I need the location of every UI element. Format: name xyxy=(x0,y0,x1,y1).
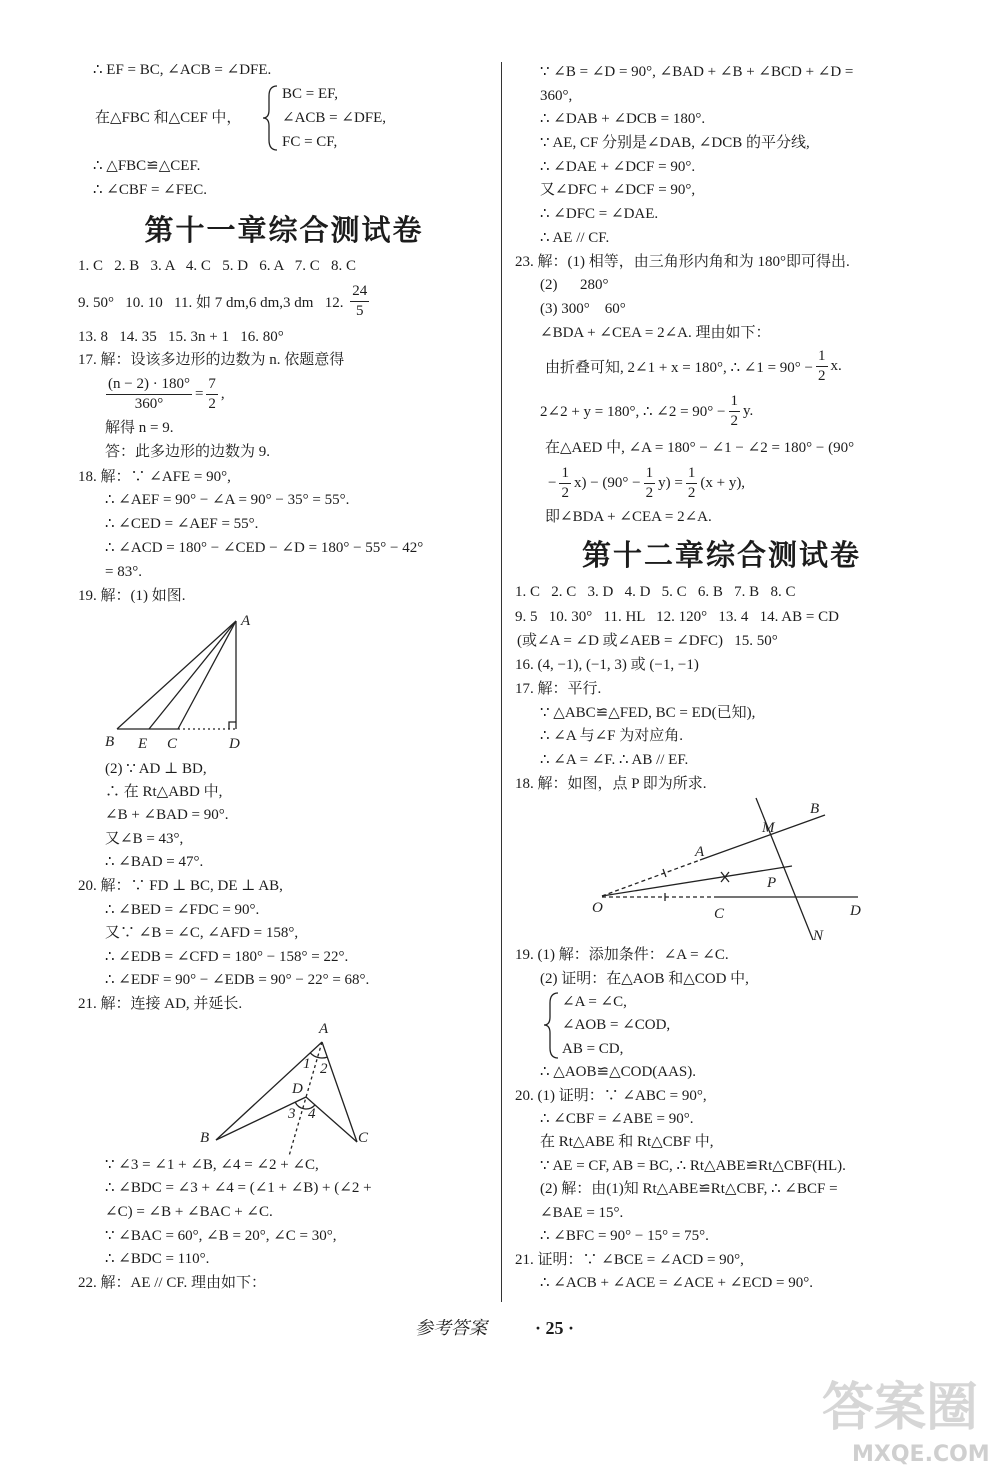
fraction xyxy=(644,464,656,503)
brace-condition-2: ∠AOB = ∠COD, xyxy=(562,1017,671,1033)
q19-step: 19. (1) 解：添加条件：∠A = ∠C. xyxy=(515,947,729,963)
proof-condition-prefix: 在△FBC 和△CEF 中， xyxy=(95,110,242,126)
segment-dc xyxy=(306,1097,357,1142)
q18-step: = 83°. xyxy=(105,564,142,580)
q18-step: ∴ ∠AEF = 90° − ∠A = 90° − 35° = 55°. xyxy=(105,492,350,508)
fraction xyxy=(206,375,218,414)
extension-ad-dashed xyxy=(289,1042,322,1156)
label-angle-4: 4 xyxy=(308,1106,316,1122)
q17-step: 17. 解：平行. xyxy=(515,681,602,697)
fraction-numerator: (n − 2) · 180° xyxy=(106,375,192,395)
fraction-numerator: 1 xyxy=(816,347,828,367)
q20-step: 20. (1) 证明：∵ ∠ABC = 90°, xyxy=(515,1088,707,1104)
watermark-url: MXQE.COM xyxy=(852,1442,990,1467)
equation-text: x. xyxy=(830,357,842,374)
q22-step: ∴ ∠DAB + ∠DCB = 180°. xyxy=(540,111,706,127)
label-c: C xyxy=(167,736,178,752)
chapter-11-title: 第十一章综合测试卷 xyxy=(144,213,424,247)
fraction-denominator: 2 xyxy=(687,484,696,501)
ch11-fill-answers-1 xyxy=(78,279,372,323)
q22-step: ∴ ∠DAE + ∠DCF = 90°. xyxy=(540,159,696,175)
label-c: C xyxy=(714,906,725,922)
label-angle-1: 1 xyxy=(303,1056,311,1072)
q21-figure xyxy=(216,1042,357,1156)
label-n: N xyxy=(813,928,824,944)
q20-step: ∴ ∠CBF = ∠ABE = 90°. xyxy=(540,1111,694,1127)
q18-figure xyxy=(602,798,858,940)
ch12-fill-answers-1: 9. 5 10. 30° 11. HL 12. 120° 13. 4 14. AB = CD xyxy=(515,609,839,625)
label-a: A xyxy=(319,1021,329,1037)
q22-step: ∴ AE // CF. xyxy=(540,230,610,246)
segment-ae xyxy=(149,621,236,729)
proof-conclusion-line: ∴ EF = BC, ∠ACB = ∠DFE. xyxy=(93,62,272,78)
label-c: C xyxy=(358,1130,369,1146)
fraction xyxy=(559,464,571,503)
tick-mark-oa xyxy=(663,869,666,877)
equation-text: − xyxy=(548,474,557,491)
q20-step: ∴ ∠BFC = 90° − 15° = 75°. xyxy=(540,1228,709,1244)
ray-oa-dashed xyxy=(602,860,700,896)
q19-step: ∴ ∠BAD = 47°. xyxy=(105,854,204,870)
q23-step: 23. 解：(1) 相等，由三角形内角和为 180°即可得出. xyxy=(515,254,850,270)
fill-answers-text: 9. 50° 10. 10 11. 如 7 dm,6 dm,3 dm 12. xyxy=(78,294,348,311)
q23-step: 即∠BDA + ∠CEA = 2∠A. xyxy=(545,509,712,525)
punctuation: , xyxy=(220,385,225,402)
q20-step: ∴ ∠BED = ∠FDC = 90°. xyxy=(105,902,260,918)
q21-step: ∠C) = ∠B + ∠BAC + ∠C. xyxy=(105,1204,273,1220)
q22-step: ∵ AE, CF 分别是∠DAB, ∠DCB 的平分线, xyxy=(540,135,810,151)
q23-fraction-line-2 xyxy=(540,389,753,433)
equation-text: x) − (90° − xyxy=(573,474,641,491)
q17-equation xyxy=(103,372,225,416)
fraction-denominator: 2 xyxy=(561,484,569,501)
q21-step: ∵ ∠3 = ∠1 + ∠B, ∠4 = ∠2 + ∠C, xyxy=(105,1157,319,1173)
label-d: D xyxy=(292,1081,303,1097)
ch11-fill-answers-2: 13. 8 14. 35 15. 3n + 1 16. 80° xyxy=(78,329,284,345)
brace-condition-3: FC = CF, xyxy=(282,134,338,150)
q17-step: ∴ ∠A = ∠F. ∴ AB // EF. xyxy=(540,752,689,768)
q19-figure xyxy=(117,621,236,729)
fraction-denominator: 2 xyxy=(730,412,739,429)
q19-step: ∠B + ∠BAD = 90°. xyxy=(105,807,229,823)
left-brace xyxy=(544,993,558,1058)
q22-step: 360°, xyxy=(540,88,573,104)
fraction-numerator: 7 xyxy=(206,375,218,395)
q18-step: 18. 解：∵ ∠AFE = 90°, xyxy=(78,469,231,485)
ch11-choice-answers: 1. C 2. B 3. A 4. C 5. D 6. A 7. C 8. C xyxy=(78,258,356,274)
q17-step: 答：此多边形的边数为 9. xyxy=(105,444,271,460)
page-number: · 25 · xyxy=(535,1318,575,1338)
fraction-denominator: 5 xyxy=(355,302,364,319)
label-b: B xyxy=(200,1130,210,1146)
fraction-denominator: 360° xyxy=(134,395,164,412)
label-o: O xyxy=(592,900,603,916)
q22-step: 22. 解：AE // CF. 理由如下： xyxy=(78,1275,266,1291)
label-a: A xyxy=(241,613,251,629)
q19-step: ∴ △AOB≌△COD(AAS). xyxy=(540,1064,697,1080)
label-m: M xyxy=(762,820,775,836)
label-b: B xyxy=(810,801,820,817)
q23-step: (2) 280° xyxy=(540,277,609,293)
label-d: D xyxy=(850,903,861,919)
congruence-line: ∴ △FBC≌△CEF. xyxy=(93,158,201,174)
ch12-fill-answers-3: 16. (4, −1), (−1, 3) 或 (−1, −1) xyxy=(515,657,699,673)
fraction-numerator: 1 xyxy=(559,464,571,484)
brace-condition-3: AB = CD, xyxy=(562,1041,624,1057)
q23-step: ∠BDA + ∠CEA = 2∠A. 理由如下： xyxy=(540,325,771,341)
q20-step: 在 Rt△ABE 和 Rt△CBF 中, xyxy=(540,1134,714,1150)
q20-step: 又∵ ∠B = ∠C, ∠AFD = 158°, xyxy=(105,925,299,941)
q21-step: ∵ ∠BAC = 60°, ∠B = 20°, ∠C = 30°, xyxy=(105,1228,337,1244)
q20-step: ∵ AE = CF, AB = BC, ∴ Rt△ABE≌Rt△CBF(HL). xyxy=(540,1158,846,1174)
q21-figure-labels xyxy=(200,1021,369,1146)
ray-ab xyxy=(700,815,825,860)
label-b: B xyxy=(105,734,115,750)
fraction xyxy=(686,464,698,503)
cross-mark xyxy=(721,872,729,882)
q19-figure-labels xyxy=(105,613,251,752)
fraction-denominator: 2 xyxy=(208,395,216,412)
q18-figure-labels xyxy=(592,801,861,944)
brace-condition-2: ∠ACB = ∠DFE, xyxy=(282,110,387,126)
q20-step: (2) 解：由(1)知 Rt△ABE≌Rt△CBF, ∴ ∠BCF = xyxy=(540,1181,838,1197)
q20-step: ∴ ∠EDF = 90° − ∠EDB = 90° − 22° = 68°. xyxy=(105,972,370,988)
fraction-denominator: 2 xyxy=(818,367,826,384)
equation-text: 由折叠可知, 2∠1 + x = 180°, ∴ ∠1 = 90° − xyxy=(545,359,814,376)
q17-step: ∵ △ABC≌△FED, BC = ED(已知), xyxy=(540,705,756,721)
q19-step: 19. 解：(1) 如图. xyxy=(78,588,186,604)
q22-step: ∴ ∠DFC = ∠DAE. xyxy=(540,206,659,222)
q23-fraction-line-1 xyxy=(545,344,842,388)
brace-condition-1: BC = EF, xyxy=(282,86,339,102)
q19-step: (2) ∵ AD ⊥ BD, xyxy=(105,761,207,777)
segment-ab xyxy=(117,621,236,729)
q23-step: (3) 300° 60° xyxy=(540,301,626,317)
column-divider xyxy=(501,62,502,1302)
q22-step: 又∠DFC + ∠DCF = 90°, xyxy=(540,182,696,198)
fraction xyxy=(816,347,828,386)
equation-text: y. xyxy=(743,402,754,419)
q17-step: ∴ ∠A 与∠F 为对应角. xyxy=(540,728,684,744)
fraction xyxy=(350,282,369,321)
q20-step: ∴ ∠EDB = ∠CFD = 180° − 158° = 22°. xyxy=(105,949,349,965)
label-e: E xyxy=(138,736,148,752)
q19-step: (2) 证明：在△AOB 和△COD 中, xyxy=(540,971,749,987)
q21-step: ∴ ∠BDC = 110°. xyxy=(105,1251,210,1267)
segment-ac xyxy=(322,1042,357,1142)
equals-sign: = xyxy=(194,385,204,402)
label-d: D xyxy=(229,736,240,752)
label-a: A xyxy=(695,844,705,860)
label-p: P xyxy=(767,875,777,891)
fraction xyxy=(106,375,192,414)
fraction-numerator: 1 xyxy=(644,464,656,484)
q20-step: 20. 解：∵ FD ⊥ BC, DE ⊥ AB, xyxy=(78,878,283,894)
ch12-fill-answers-2: (或∠A = ∠D 或∠AEB = ∠DFC) 15. 50° xyxy=(517,633,778,649)
q23-fraction-line-3 xyxy=(548,461,745,505)
q17-step: 解得 n = 9. xyxy=(105,420,174,436)
right-angle-mark xyxy=(229,722,236,729)
q20-step: ∠BAE = 15°. xyxy=(540,1205,624,1221)
q19-step: ∴ 在 Rt△ABD 中, xyxy=(105,784,223,800)
chapter-12-title: 第十二章综合测试卷 xyxy=(581,538,861,572)
q21-step: 21. 证明：∵ ∠BCE = ∠ACD = 90°, xyxy=(515,1252,744,1268)
left-brace xyxy=(263,86,277,150)
angle-arc-a xyxy=(310,1053,327,1058)
label-angle-3: 3 xyxy=(288,1106,296,1122)
q23-step: 在△AED 中, ∠A = 180° − ∠1 − ∠2 = 180° − (90° xyxy=(545,440,855,456)
fraction-numerator: 24 xyxy=(350,282,369,302)
equation-text: y) = xyxy=(658,474,683,491)
q18-step: ∴ ∠ACD = 180° − ∠CED − ∠D = 180° − 55° − 42° xyxy=(105,540,424,556)
equation-text: 2∠2 + y = 180°, ∴ ∠2 = 90° − xyxy=(540,403,726,420)
q19-step: 又∠B = 43°, xyxy=(105,831,184,847)
segment-ab xyxy=(216,1042,322,1140)
q17-step: 17. 解：设该多边形的边数为 n. 依题意得 xyxy=(78,352,345,368)
q21-step: ∴ ∠BDC = ∠3 + ∠4 = (∠1 + ∠B) + (∠2 + xyxy=(105,1180,372,1196)
equation-text: (x + y), xyxy=(700,474,746,491)
q21-step: ∴ ∠ACB + ∠ACE = ∠ACE + ∠ECD = 90°. xyxy=(540,1275,813,1291)
angle-arc-d xyxy=(295,1102,315,1109)
q21-step: 21. 解：连接 AD, 并延长. xyxy=(78,996,243,1012)
ch12-choice-answers: 1. C 2. C 3. D 4. D 5. C 6. B 7. B 8. C xyxy=(515,584,796,600)
watermark-logo: 答案圈 xyxy=(822,1378,979,1438)
fraction-numerator: 1 xyxy=(686,464,698,484)
line-mn xyxy=(756,798,813,940)
angle-equality-line: ∴ ∠CBF = ∠FEC. xyxy=(93,182,208,198)
q18-step: ∴ ∠CED = ∠AEF = 55°. xyxy=(105,516,259,532)
fraction-denominator: 2 xyxy=(645,484,654,501)
angle-bisector xyxy=(602,866,792,896)
fraction-numerator: 1 xyxy=(729,392,741,412)
q22-step: ∵ ∠B = ∠D = 90°, ∠BAD + ∠B + ∠BCD + ∠D = xyxy=(540,64,854,80)
q18-step: 18. 解：如图，点 P 即为所求. xyxy=(515,776,707,792)
brace-condition-1: ∠A = ∠C, xyxy=(562,994,627,1010)
fraction xyxy=(729,392,741,431)
footer-title: 参考答案 xyxy=(415,1318,487,1338)
label-angle-2: 2 xyxy=(320,1061,328,1077)
segment-ac xyxy=(178,621,236,729)
segment-bd xyxy=(216,1097,306,1140)
